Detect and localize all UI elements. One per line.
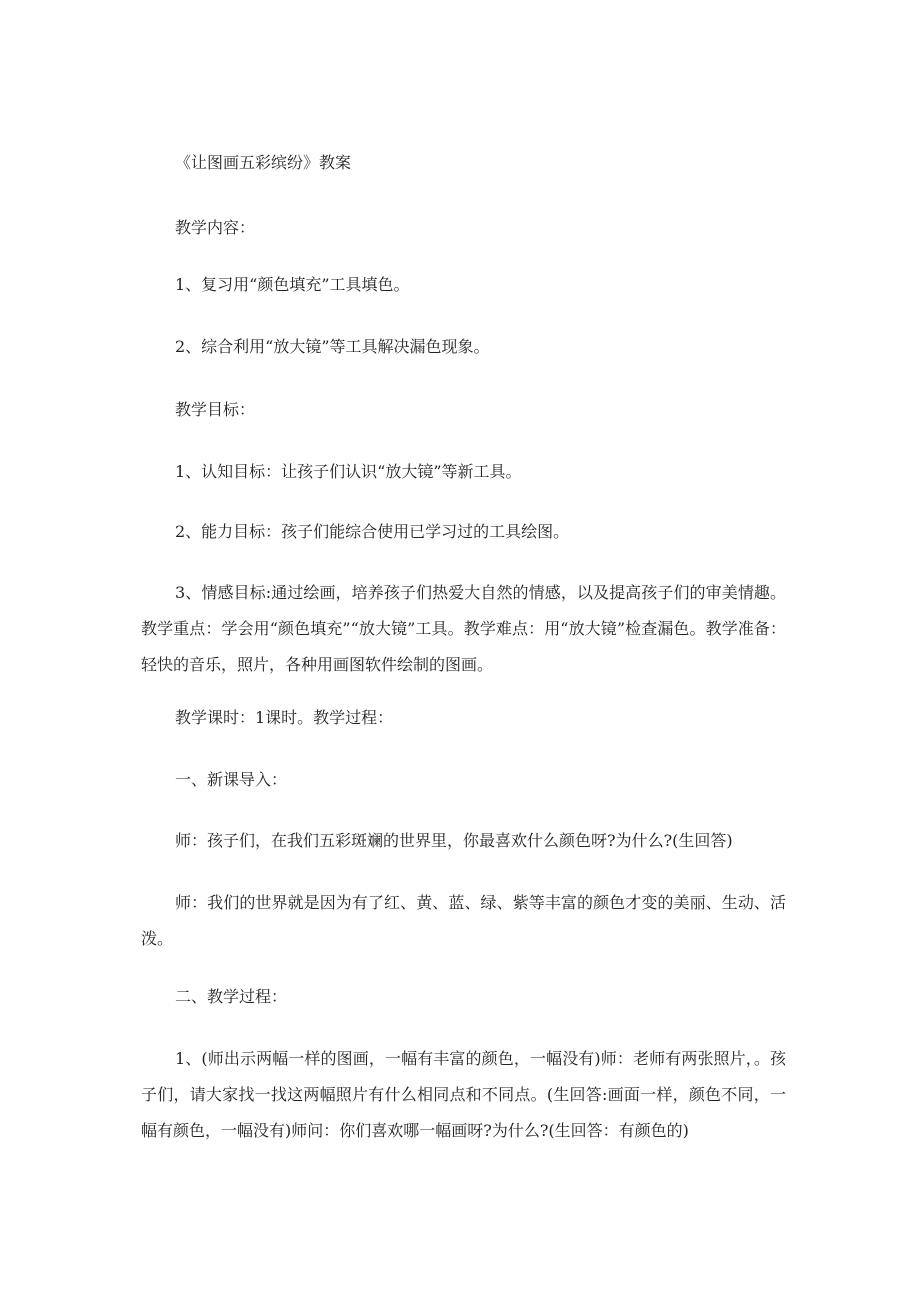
paragraph-class-hours: 教学课时：1课时。教学过程： (175, 708, 394, 727)
paragraph-goal-1: 1、认知目标：让孩子们认识“放大镜”等新工具。 (175, 462, 522, 481)
document-title: 《让图画五彩缤纷》教案 (175, 153, 352, 172)
paragraph-teaching-content-heading: 教学内容： (175, 218, 256, 237)
paragraph-teacher-question: 师：孩子们，在我们五彩斑斓的世界里，你最喜欢什么颜色呀?为什么?(生回答) (175, 831, 733, 850)
paragraph-section-one-heading: 一、新课导入： (175, 770, 288, 789)
paragraph-content-2: 2、综合利用“放大镜”等工具解决漏色现象。 (175, 337, 490, 356)
paragraph-section-two-heading: 二、教学过程： (175, 987, 288, 1006)
paragraph-teacher-statement: 师：我们的世界就是因为有了红、黄、蓝、绿、紫等丰富的颜色才变的美丽、生动、活泼。 (141, 893, 786, 948)
paragraph-teaching-goals-heading: 教学目标： (175, 400, 256, 419)
paragraph-process-1: 1、(师出示两幅一样的图画，一幅有丰富的颜色，一幅没有)师：老师有两张照片，。孩子们，请大家找一找这两幅照片有什么相同点和不同点。(生回答:画面一样，颜色不同，一幅有颜色，一幅没有)师问：你们喜欢哪一幅画呀?为什么?(生回答：有颜色的) (141, 1049, 786, 1140)
paragraph-content-1: 1、复习用“颜色填充”工具填色。 (175, 275, 410, 294)
paragraph-goal-2: 2、能力目标：孩子们能综合使用已学习过的工具绘图。 (175, 522, 570, 541)
paragraph-goal-3-and-key-points: 3、情感目标:通过绘画，培养孩子们热爱大自然的情感，以及提高孩子们的审美情趣。教学重点：学会用“颜色填充”“放大镜”工具。教学难点：用“放大镜”检查漏色。教学准备：轻快的音乐，照片，各种用画图软件绘制的图画。 (141, 583, 786, 674)
